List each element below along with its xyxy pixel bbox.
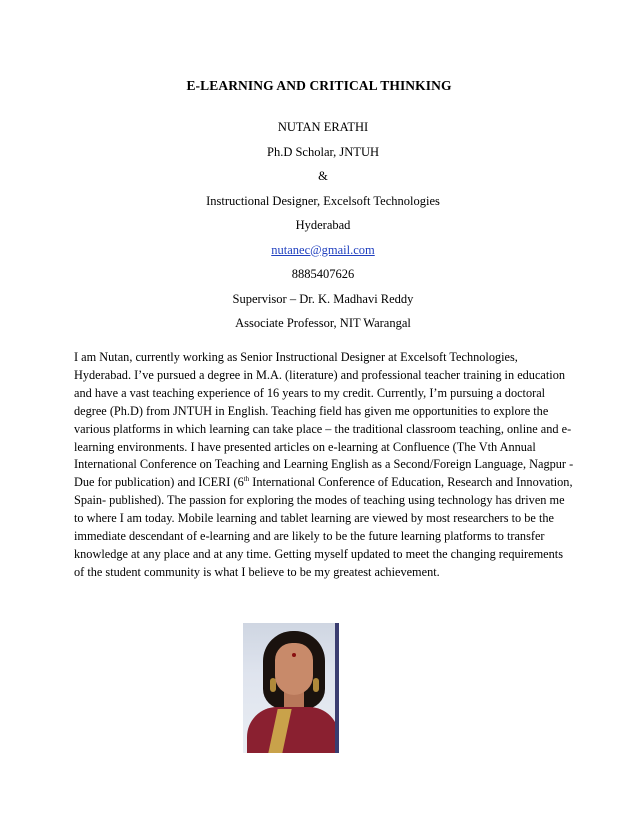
bio-text-part2: International Conference of Education, Research and Innovation, Spain- published). The passion for exploring the modes of teaching using technology has driven me to where I am today. Mobile learning and tablet learning are viewed by most researchers to be the immediate descendant of e-learning and are likely to be the future learning platforms to transfer knowledge at any place and at any time. Getting myself updated to meet the changing requirements of the student community is what I believe to be my greatest achievement. — [74, 475, 573, 579]
photo-face-shape — [275, 643, 313, 695]
supervisor: Supervisor – Dr. K. Madhavi Reddy — [232, 291, 414, 306]
author-connector: & — [318, 169, 328, 183]
document-title: E-LEARNING AND CRITICAL THINKING — [186, 78, 452, 93]
author-photo — [243, 623, 339, 753]
photo-earring-right — [313, 678, 319, 692]
author-email-line — [0, 242, 638, 267]
author-email-link[interactable]: nutanec@gmail.com — [271, 242, 375, 257]
author-name: NUTAN ERATHI — [277, 120, 369, 134]
bio-text-part1: I am Nutan, currently working as Senior Instructional Designer at Excelsoft Technologies, Hyderabad. I’ve pursued a degree in M.A. (literature) and professional teacher training in education and have a vast teaching experience of 16 years to my credit. Currently, I’m pursuing a doctoral degree (Ph.D) from JNTUH in English. Teaching field has given me opportunities to explore the various platforms in which learning can take place – the traditional classroom teaching, online and e-learning environments. I have presented articles on e-learning at Confluence (The Vth Annual International Conference on Teaching and Learning English as a Second/Foreign Language, Nagpur -Due for publication) and ICERI (6 — [74, 350, 574, 490]
author-phone: 8885407626 — [291, 267, 355, 281]
author-info — [0, 119, 638, 340]
bio-superscript: th — [243, 475, 250, 484]
photo-bindi — [292, 653, 296, 657]
photo-edge — [335, 623, 339, 753]
supervisor-title: Associate Professor, NIT Warangal — [235, 316, 411, 330]
author-role: Ph.D Scholar, JNTUH — [267, 144, 379, 159]
author-bio — [74, 349, 574, 582]
author-city: Hyderabad — [295, 218, 351, 232]
photo-saree-shape — [247, 707, 339, 753]
author-job: Instructional Designer, Excelsoft Technologies — [206, 193, 440, 208]
